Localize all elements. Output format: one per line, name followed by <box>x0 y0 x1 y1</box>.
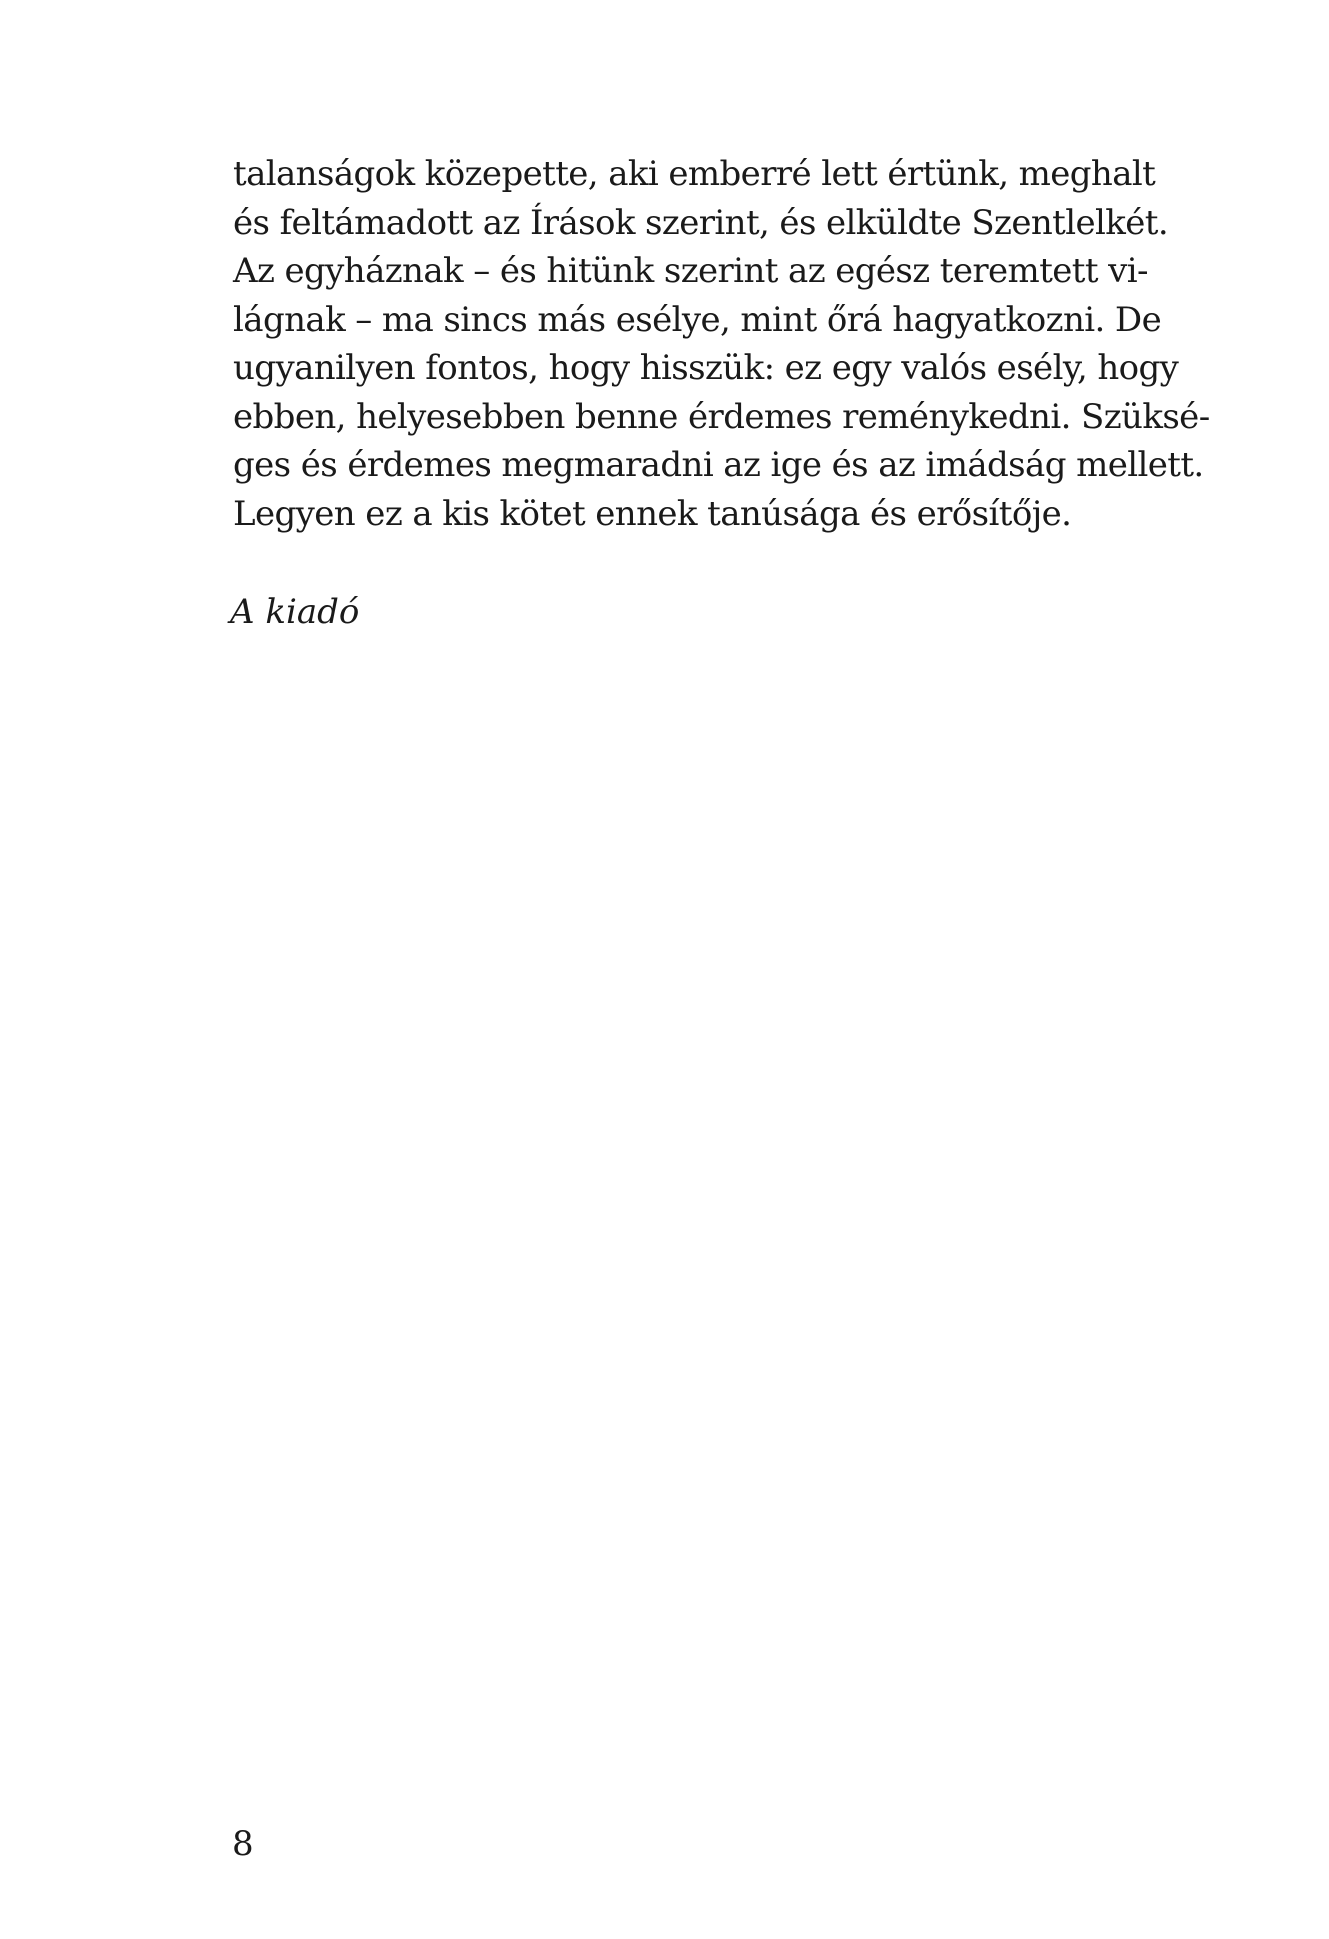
publisher-signature: A kiadó <box>230 592 360 632</box>
page-number: 8 <box>232 1824 254 1864</box>
paragraph-line: ugyanilyen fontos, hogy hisszük: ez egy valós esély, hogy <box>233 348 1179 388</box>
paragraph-line: lágnak – ma sincs más esélye, mint őrá hagyatkozni. De <box>233 299 1162 340</box>
paragraph-line: és feltámadott az Írások szerint, és elküldte Szentlelkét. <box>233 202 1169 243</box>
paragraph-line: ebben, helyesebben benne érdemes reménykedni. Szüksé- <box>233 396 1210 437</box>
paragraph-line: talanságok közepette, aki emberré lett értünk, meghalt <box>233 154 1156 194</box>
paragraph-line: Legyen ez a kis kötet ennek tanúsága és erősítője. <box>233 493 1072 534</box>
paragraph-line: Az egyháznak – és hitünk szerint az egész teremtett vi- <box>233 251 1148 291</box>
body-paragraph <box>233 150 1210 538</box>
paragraph-line: ges és érdemes megmaradni az ige és az imádság mellett. <box>233 445 1204 485</box>
